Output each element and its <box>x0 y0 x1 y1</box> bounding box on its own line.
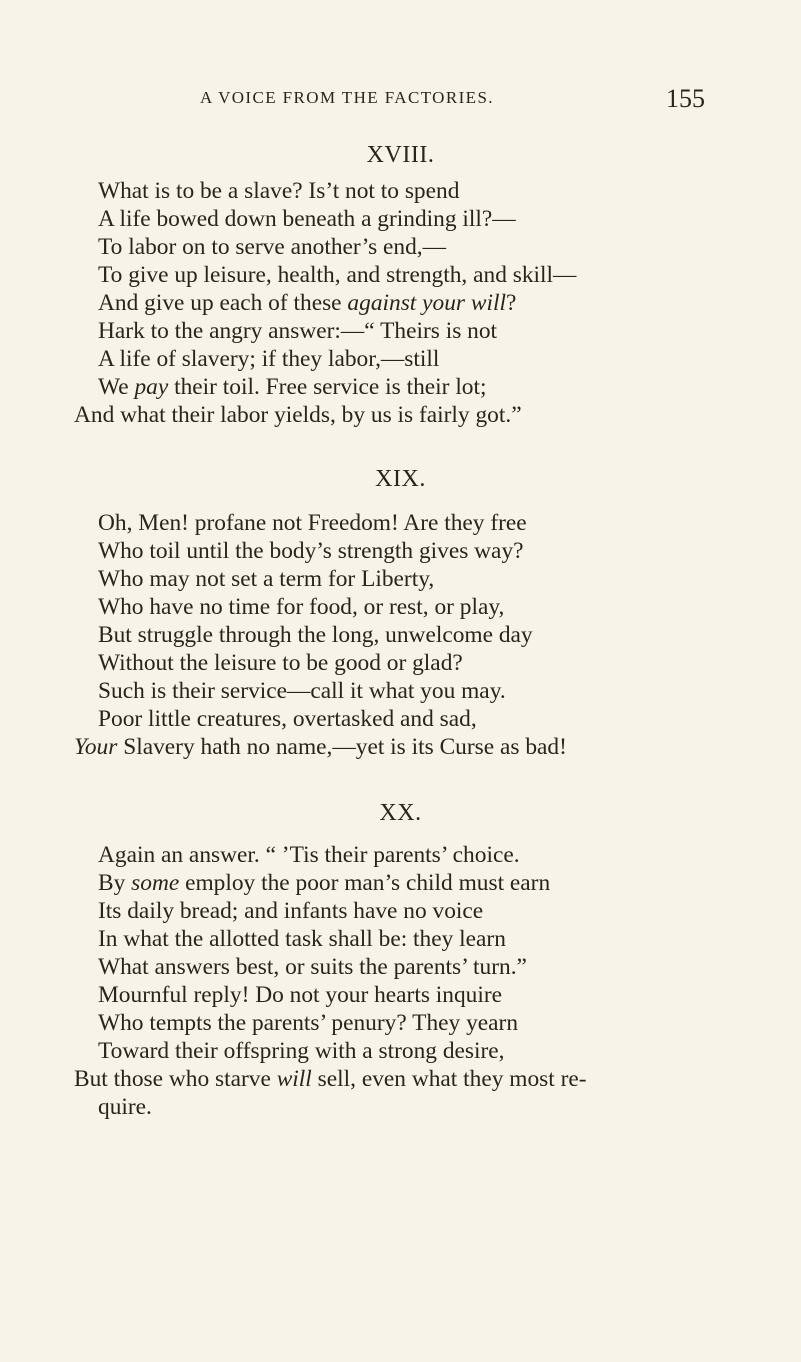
verse-text: Toward their offspring with a strong desire, <box>98 1038 505 1064</box>
italic-text: will <box>276 1066 312 1092</box>
verse-line <box>98 566 434 592</box>
verse-text: And what their labor yields, by us is fairly got.” <box>74 402 522 428</box>
italic-text: Your <box>74 734 118 760</box>
verse-text: Slavery hath no name,—yet is its Curse as bad! <box>117 734 567 760</box>
running-header <box>200 84 705 114</box>
verse-line <box>98 290 516 316</box>
verse-line <box>98 262 576 288</box>
verse-text: sell, even what they most re- <box>311 1066 587 1092</box>
verse-line <box>98 622 533 648</box>
verse-line <box>98 1038 505 1064</box>
page-number: 155 <box>666 84 705 113</box>
verse-text: Mournful reply! Do not your hearts inquire <box>98 982 503 1008</box>
verse-line <box>98 650 463 676</box>
verse-text: Who tempts the parents’ penury? They yearn <box>98 1010 519 1036</box>
verse-text: A life bowed down beneath a grinding ill?— <box>98 206 516 232</box>
stanza-numeral: XVIII. <box>366 142 435 168</box>
verse-text: Hark to the angry answer:—“ Theirs is not <box>98 318 498 344</box>
verse-line <box>98 898 483 924</box>
verse-line <box>98 706 477 732</box>
stanza-numeral: XX. <box>379 800 422 826</box>
verse-line <box>98 1010 518 1036</box>
verse-text: Who have no time for food, or rest, or play, <box>98 594 505 620</box>
verse-line <box>98 234 446 260</box>
verse-text: What answers best, or suits the parents’ turn.” <box>98 954 527 980</box>
verse-line <box>98 510 527 536</box>
verse-line <box>98 678 506 704</box>
verse-line <box>98 926 506 952</box>
verse-line <box>98 374 487 400</box>
verse-text: What is to be a slave? Is’t not to spend <box>98 178 460 204</box>
verse-line <box>98 954 527 980</box>
verse-line <box>98 318 497 344</box>
verse-text: By <box>98 870 132 896</box>
verse-text: And give up each of these <box>98 290 348 316</box>
verse-line <box>98 206 516 232</box>
stanza-numeral: XIX. <box>375 466 426 492</box>
verse-line <box>98 982 502 1008</box>
verse-text: Oh, Men! profane not Freedom! Are they free <box>98 510 527 536</box>
verse-line <box>98 346 439 372</box>
verse-line <box>74 1066 587 1092</box>
verse-text: But struggle through the long, unwelcome day <box>98 622 533 648</box>
verse-text: But those who starve <box>74 1066 277 1092</box>
italic-text: some <box>131 870 180 896</box>
verse-text: Who may not set a term for Liberty, <box>98 566 435 592</box>
verse-line <box>98 594 504 620</box>
running-title: A VOICE FROM THE FACTORIES. <box>200 88 494 107</box>
verse-text: Without the leisure to be good or glad? <box>98 650 463 676</box>
verse-text: Again an answer. “ ’Tis their parents’ choice. <box>98 842 520 868</box>
verse-text: In what the allotted task shall be: they learn <box>98 926 506 952</box>
verse-line <box>98 178 459 204</box>
verse-line <box>98 538 524 564</box>
verse-text: Its daily bread; and infants have no voice <box>98 898 484 924</box>
verse-text: A life of slavery; if they labor,—still <box>98 346 440 372</box>
verse-text: ? <box>505 290 517 316</box>
verse-line <box>98 1094 152 1120</box>
verse-line <box>74 402 522 428</box>
verse-text: Poor little creatures, overtasked and sad, <box>98 706 477 732</box>
italic-text: against your will <box>347 290 506 316</box>
verse-line <box>98 842 520 868</box>
verse-text: Such is their service—call it what you may. <box>98 678 506 704</box>
verse-line <box>98 870 550 896</box>
verse-text: We <box>98 374 135 400</box>
verse-text: To labor on to serve another’s end,— <box>98 234 447 260</box>
verse-text: Who toil until the body’s strength gives way? <box>98 538 524 564</box>
verse-text: To give up leisure, health, and strength, and skill— <box>98 262 577 288</box>
verse-text: quire. <box>98 1094 152 1120</box>
verse-text: employ the poor man’s child must earn <box>179 870 551 896</box>
verse-text: their toil. Free service is their lot; <box>168 374 487 400</box>
italic-text: pay <box>134 374 169 400</box>
verse-line <box>74 734 567 760</box>
